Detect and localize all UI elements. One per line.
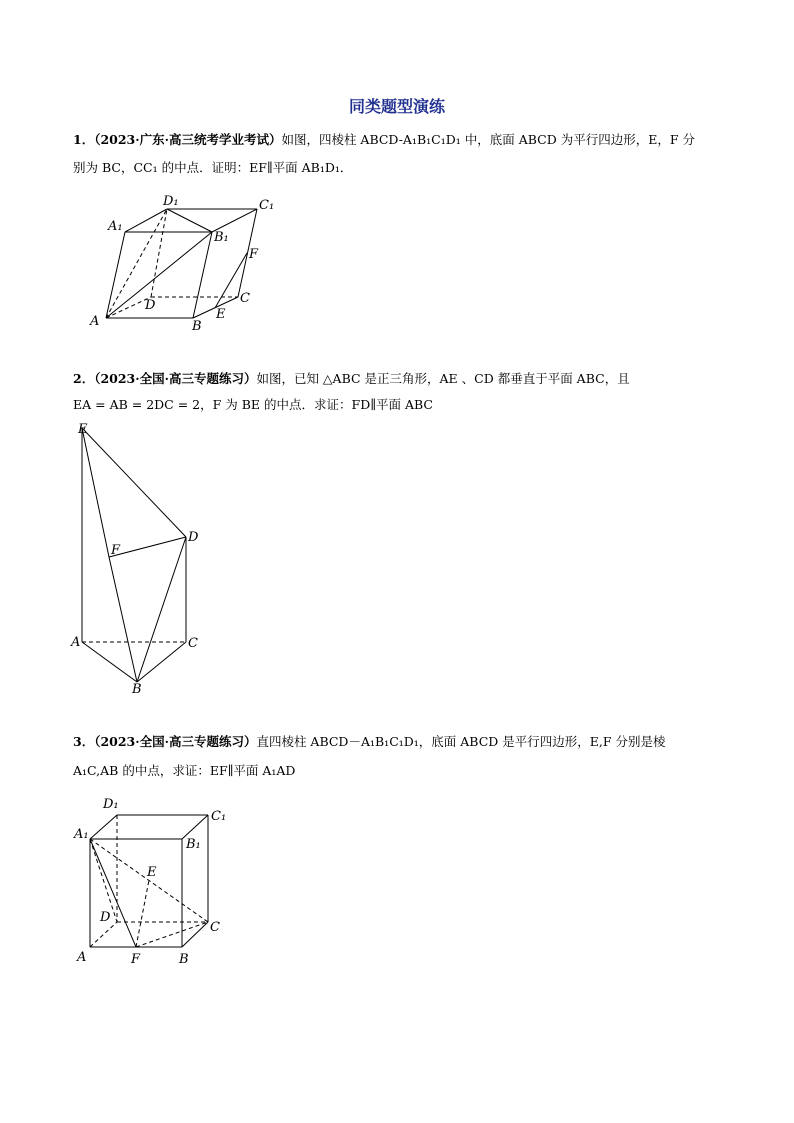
label-C: C [210, 920, 220, 935]
label-A: A [71, 635, 81, 650]
label-A1: A₁ [108, 219, 123, 234]
label-D: D [100, 910, 111, 925]
problem-number: 1． [73, 132, 95, 147]
problem-2-line-2: EA = AB = 2DC = 2，F 为 BE 的中点．求证：FD∥平面 ABC [73, 397, 433, 412]
problem-statement: 如图，四棱柱 ABCD-A₁B₁C₁D₁ 中，底面 ABCD 为平行四边形，E，F 分 [281, 132, 695, 147]
label-A: A [77, 950, 87, 965]
problem-number: 2． [73, 371, 95, 386]
problem-source: （2023·广东·高三统考学业考试） [94, 132, 282, 147]
label-D: D [145, 298, 156, 313]
label-E: E [78, 422, 88, 437]
problem-3-line-2: A₁C,AB 的中点，求证：EF∥平面 A₁AD [73, 763, 296, 778]
problem-source: （2023·全国·高三专题练习） [94, 734, 257, 749]
label-C1: C₁ [259, 198, 275, 213]
label-D: D [188, 530, 199, 545]
label-F: F [249, 247, 259, 262]
label-B: B [192, 319, 202, 334]
label-D1: D₁ [103, 797, 119, 812]
page-title: 同类题型演练 [348, 97, 445, 116]
problem-number: 3． [73, 734, 95, 749]
label-A1: A₁ [74, 827, 89, 842]
label-B: B [179, 952, 189, 967]
label-D1: D₁ [163, 194, 179, 209]
problem-statement: 如图，已知 △ABC 是正三角形，AE 、CD 都垂直于平面 ABC，且 [256, 371, 630, 386]
label-C: C [188, 636, 198, 651]
problem-statement: 直四棱柱 ABCD－A₁B₁C₁D₁，底面 ABCD 是平行四边形，E,F 分别是棱 [256, 734, 666, 749]
label-A: A [90, 314, 100, 329]
label-E: E [216, 307, 226, 322]
label-B: B [132, 682, 142, 697]
label-B1: B₁ [186, 837, 201, 852]
label-F: F [131, 952, 141, 967]
problem-1-line-2: 别为 BC，CC₁ 的中点．证明：EF∥平面 AB₁D₁． [73, 160, 353, 175]
label-F: F [111, 543, 121, 558]
label-E: E [147, 865, 157, 880]
label-B1: B₁ [214, 230, 229, 245]
label-C1: C₁ [211, 809, 227, 824]
problem-source: （2023·全国·高三专题练习） [94, 371, 257, 386]
label-C: C [240, 291, 250, 306]
